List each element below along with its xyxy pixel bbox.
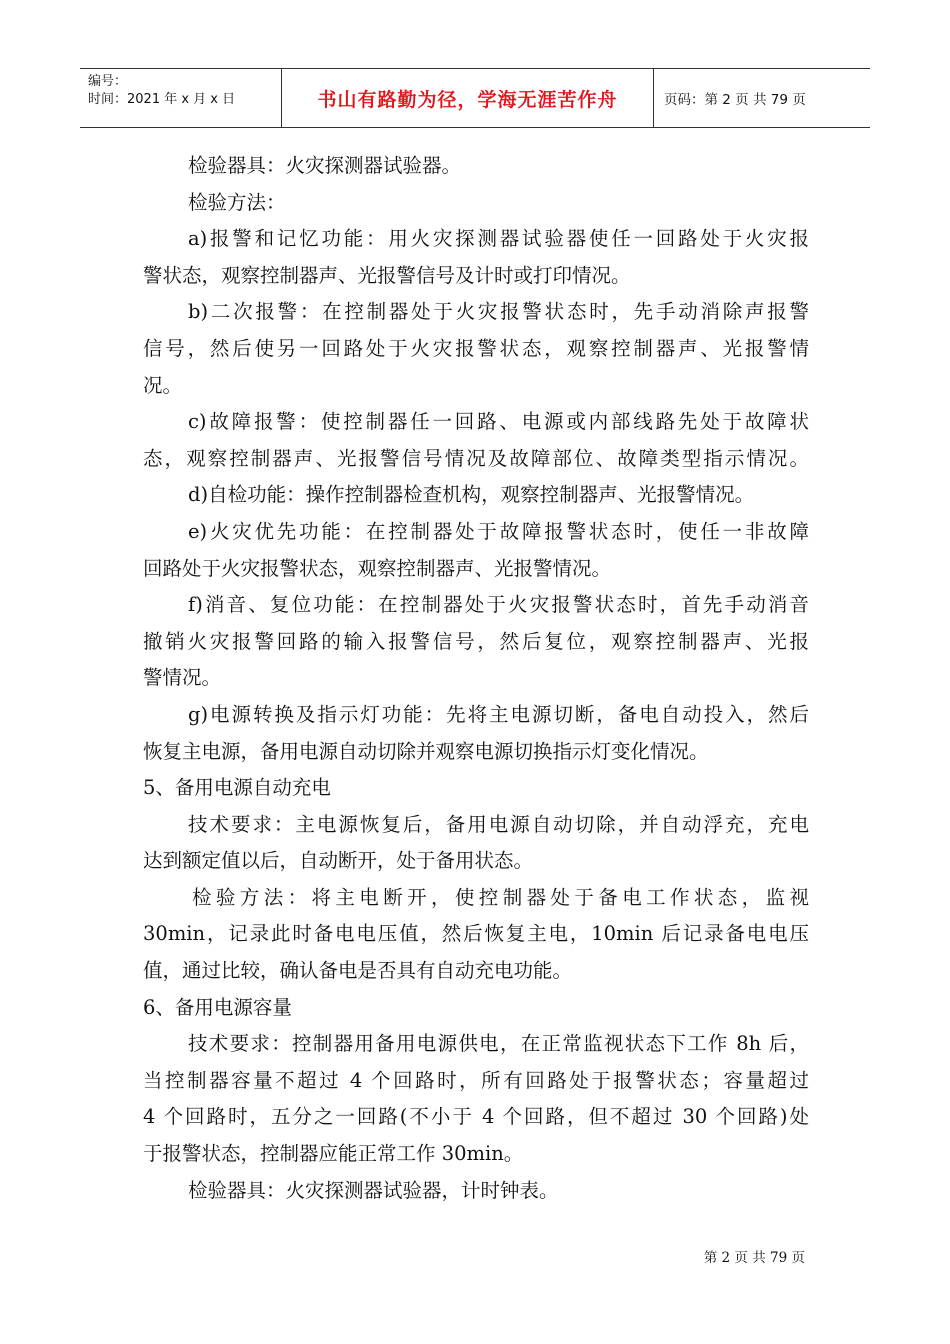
body-line: 值，通过比较，确认备电是否具有自动充电功能。 <box>143 959 573 983</box>
page-header <box>80 68 870 128</box>
header-motto: 书山有路勤为径，学海无涯苦作舟 <box>282 69 654 127</box>
body-line: 检验方法：将主电断开，使控制器处于备电工作状态，监视 <box>192 885 809 909</box>
document-number-label: 编号： <box>88 74 128 89</box>
body-line: 警状态，观察控制器声、光报警信号及计时或打印情况。 <box>143 263 631 287</box>
body-line: 检验器具：火灾探测器试验器，计时钟表。 <box>188 1178 559 1202</box>
body-line: 检验方法： <box>188 190 286 214</box>
body-line: c)故障报警：使控制器任一回路、电源或内部线路先处于故障状 <box>188 410 809 434</box>
document-time-label: 时间：2021 年 x 月 x 日 <box>88 92 236 107</box>
body-line: 30min，记录此时备电电压值，然后恢复主电，10min 后记录备电电压 <box>143 922 809 946</box>
document-body <box>143 148 809 1209</box>
body-line: 回路处于火灾报警状态，观察控制器声、光报警情况。 <box>143 556 612 580</box>
body-line: 警情况。 <box>143 666 222 690</box>
body-line: 4 个回路时，五分之一回路(不小于 4 个回路，但不超过 30 个回路)处 <box>143 1105 809 1129</box>
section-heading: 5、备用电源自动充电 <box>143 776 331 800</box>
header-meta <box>80 69 282 127</box>
section-heading: 6、备用电源容量 <box>143 995 292 1019</box>
body-line: a)报警和记忆功能：用火灾探测器试验器使任一回路处于火灾报 <box>188 227 809 251</box>
body-line: 况。 <box>143 373 183 397</box>
body-line: 撤销火灾报警回路的输入报警信号，然后复位，观察控制器声、光报 <box>143 629 809 653</box>
body-line: 检验器具：火灾探测器试验器。 <box>188 154 462 177</box>
body-line: e)火灾优先功能：在控制器处于故障报警状态时，使任一非故障 <box>188 519 809 543</box>
body-line: b)二次报警：在控制器处于火灾报警状态时，先手动消除声报警 <box>188 300 809 324</box>
body-line: g)电源转换及指示灯功能：先将主电源切断，备电自动投入，然后 <box>188 702 809 726</box>
body-line: 态，观察控制器声、光报警信号情况及故障部位、故障类型指示情况。 <box>143 446 809 470</box>
body-line: 达到额定值以后，自动断开，处于备用状态。 <box>143 849 534 873</box>
body-line: 当控制器容量不超过 4 个回路时，所有回路处于报警状态；容量超过 <box>143 1068 809 1092</box>
body-line: d)自检功能：操作控制器检查机构，观察控制器声、光报警情况。 <box>188 483 755 507</box>
body-line: 技术要求：主电源恢复后，备用电源自动切除，并自动浮充，充电 <box>188 812 809 836</box>
page-footer-number: 第 2 页 共 79 页 <box>703 1250 805 1266</box>
body-line: 于报警状态，控制器应能正常工作 30min。 <box>143 1142 524 1166</box>
body-line: 恢复主电源，备用电源自动切除并观察电源切换指示灯变化情况。 <box>143 739 709 763</box>
body-line: 技术要求：控制器用备用电源供电，在正常监视状态下工作 8h 后， <box>188 1032 809 1056</box>
body-line: 信号，然后使另一回路处于火灾报警状态，观察控制器声、光报警情 <box>143 336 809 360</box>
header-page-number: 页码：第 2 页 共 79 页 <box>664 92 806 108</box>
body-line: f)消音、复位功能：在控制器处于火灾报警状态时，首先手动消音 <box>188 593 809 617</box>
